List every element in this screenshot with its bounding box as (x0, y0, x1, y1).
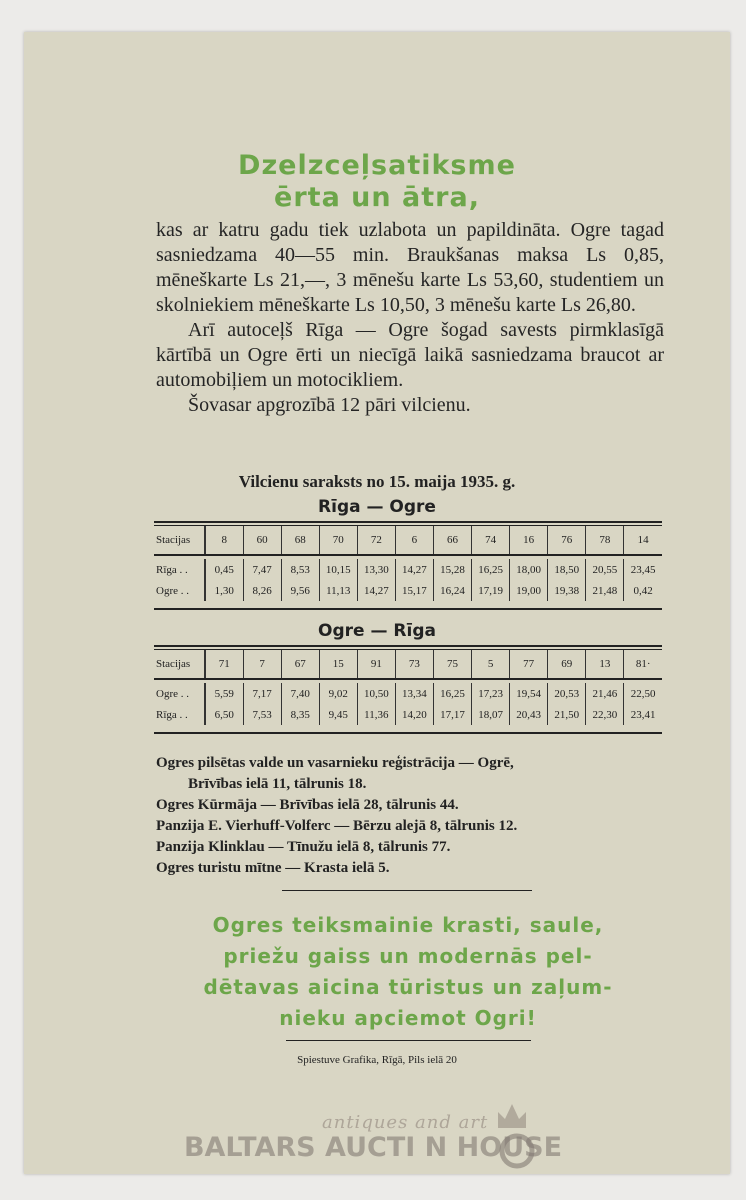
time-cell: 6,50 (205, 704, 243, 725)
train-number: 91 (357, 650, 395, 678)
train-number: 13 (586, 650, 624, 678)
time-cell: 22,50 (624, 683, 662, 704)
headline-line-1: Dzelzceļsatiksme (238, 150, 516, 181)
table-rule (154, 608, 662, 610)
table-header-row (154, 526, 662, 554)
watermark-script: antiques and art (322, 1112, 489, 1133)
time-cell: 19,38 (548, 580, 586, 601)
time-cell: 16,25 (472, 559, 510, 580)
train-number: 66 (433, 526, 471, 554)
time-cell: 9,56 (281, 580, 319, 601)
divider (286, 1040, 531, 1041)
table-rule (154, 678, 662, 680)
time-cell: 0,42 (624, 580, 662, 601)
time-cell: 7,47 (243, 559, 281, 580)
printer-imprint: Spiestuve Grafika, Rīgā, Pils ielā 20 (297, 1054, 457, 1066)
time-cell: 20,53 (548, 683, 586, 704)
train-number: 8 (205, 526, 243, 554)
contact-line: Panzija Klinklau — Tīnužu ielā 8, tālrunis 77. (156, 839, 451, 855)
train-number: 5 (472, 650, 510, 678)
time-cell: 7,17 (243, 683, 281, 704)
time-cell: 14,27 (357, 580, 395, 601)
station-name: Rīga . . (156, 708, 188, 721)
contacts-block (156, 753, 676, 879)
time-cell: 7,53 (243, 704, 281, 725)
time-cell: 16,24 (433, 580, 471, 601)
time-cell: 9,45 (319, 704, 357, 725)
table-row (154, 559, 662, 580)
auction-logo-icon (499, 1133, 535, 1169)
header-label: Stacijas (156, 658, 191, 670)
time-cell: 8,53 (281, 559, 319, 580)
time-cell: 0,45 (205, 559, 243, 580)
time-cell: 21,50 (548, 704, 586, 725)
intro-paragraph-3: Šovasar apgrozībā 12 pāri vilcienu. (188, 394, 471, 416)
train-number: 74 (472, 526, 510, 554)
time-cell: 8,35 (281, 704, 319, 725)
time-cell: 23,45 (624, 559, 662, 580)
train-number: 69 (548, 650, 586, 678)
schedule-title: Vilcienu saraksts no 15. maija 1935. g. (238, 472, 516, 491)
timetable-ogre-riga-times (154, 683, 662, 725)
divider (282, 890, 532, 891)
table-rule (154, 554, 662, 556)
train-number: 7 (243, 650, 281, 678)
train-number: 78 (586, 526, 624, 554)
slogan-line: Ogres teiksmainie krasti, saule, (212, 913, 604, 937)
slogan (152, 910, 664, 1034)
train-number: 81· (624, 650, 662, 678)
time-cell: 9,02 (319, 683, 357, 704)
timetable-riga-ogre-times (154, 559, 662, 601)
time-cell: 18,50 (548, 559, 586, 580)
time-cell: 22,30 (586, 704, 624, 725)
time-cell: 8,26 (243, 580, 281, 601)
slogan-line: priežu gaiss un modernās pel- (223, 944, 593, 968)
time-cell: 14,27 (395, 559, 433, 580)
poster-sheet (24, 32, 730, 1174)
intro-text (156, 218, 664, 418)
table-rule (154, 645, 662, 647)
route-heading-ogre-riga: Ogre — Rīga (318, 621, 436, 641)
table-row (154, 580, 662, 601)
contact-line: Ogres pilsētas valde un vasarnieku reģistrācija — Ogrē, (156, 755, 514, 771)
intro-paragraph-1: kas ar katru gadu tiek uzlabota un papildināta. Ogre tagad sasniedzama 40—55 min. Braukšanas maksa Ls 0,85, mēneškarte Ls 21,—, 3 mēnešu karte Ls 53,60, studentiem un skolniekiem mēneškarte Ls 10,50, 3 mēnešu karte Ls 26,80. (156, 219, 664, 316)
train-number: 16 (510, 526, 548, 554)
time-cell: 10,50 (357, 683, 395, 704)
time-cell: 21,46 (586, 683, 624, 704)
crown-icon (495, 1100, 529, 1132)
train-number: 70 (319, 526, 357, 554)
time-cell: 11,36 (357, 704, 395, 725)
timetable-riga-ogre (154, 526, 662, 554)
time-cell: 18,00 (510, 559, 548, 580)
time-cell: 17,17 (433, 704, 471, 725)
time-cell: 20,43 (510, 704, 548, 725)
train-number: 60 (243, 526, 281, 554)
table-header-row (154, 650, 662, 678)
contact-line: Ogres Kūrmāja — Brīvības ielā 28, tālrunis 44. (156, 797, 459, 813)
time-cell: 17,23 (472, 683, 510, 704)
time-cell: 14,20 (395, 704, 433, 725)
train-number: 6 (395, 526, 433, 554)
time-cell: 18,07 (472, 704, 510, 725)
station-name: Ogre . . (156, 584, 189, 597)
watermark-main: BALTARS AUCTI N HOUSE (183, 1132, 563, 1163)
table-row (154, 704, 662, 725)
table-row (154, 683, 662, 704)
train-number: 14 (624, 526, 662, 554)
time-cell: 1,30 (205, 580, 243, 601)
time-cell: 23,41 (624, 704, 662, 725)
time-cell: 15,28 (433, 559, 471, 580)
time-cell: 7,40 (281, 683, 319, 704)
time-cell: 16,25 (433, 683, 471, 704)
train-number: 68 (281, 526, 319, 554)
time-cell: 20,55 (586, 559, 624, 580)
route-heading-riga-ogre: Rīga — Ogre (318, 497, 436, 517)
station-name: Rīga . . (156, 563, 188, 576)
slogan-line: dētavas aicina tūristus un zaļum- (203, 975, 613, 999)
time-cell: 13,34 (395, 683, 433, 704)
table-rule (154, 521, 662, 523)
time-cell: 13,30 (357, 559, 395, 580)
intro-paragraph-2: Arī autoceļš Rīga — Ogre šogad savests pirmklasīgā kārtībā un Ogre ērti un niecīgā laikā sasniedzama braucot ar automobiļiem un motocikliem. (156, 319, 664, 391)
table-rule (154, 732, 662, 734)
contact-line: Brīvības ielā 11, tālrunis 18. (188, 776, 367, 792)
train-number: 73 (395, 650, 433, 678)
contact-line: Panzija E. Vierhuff-Volferc — Bērzu alejā 8, tālrunis 12. (156, 818, 518, 834)
time-cell: 10,15 (319, 559, 357, 580)
train-number: 77 (510, 650, 548, 678)
timetable-ogre-riga (154, 650, 662, 678)
train-number: 67 (281, 650, 319, 678)
station-name: Ogre . . (156, 687, 189, 700)
time-cell: 5,59 (205, 683, 243, 704)
train-number: 75 (433, 650, 471, 678)
train-number: 71 (205, 650, 243, 678)
slogan-line: nieku apciemot Ogri! (279, 1006, 537, 1030)
header-label: Stacijas (156, 534, 191, 546)
time-cell: 19,00 (510, 580, 548, 601)
train-number: 72 (357, 526, 395, 554)
time-cell: 17,19 (472, 580, 510, 601)
train-number: 15 (319, 650, 357, 678)
headline-line-2: ērta un ātra, (274, 182, 480, 213)
contact-line: Ogres turistu mītne — Krasta ielā 5. (156, 860, 390, 876)
time-cell: 21,48 (586, 580, 624, 601)
train-number: 76 (548, 526, 586, 554)
time-cell: 19,54 (510, 683, 548, 704)
time-cell: 15,17 (395, 580, 433, 601)
time-cell: 11,13 (319, 580, 357, 601)
